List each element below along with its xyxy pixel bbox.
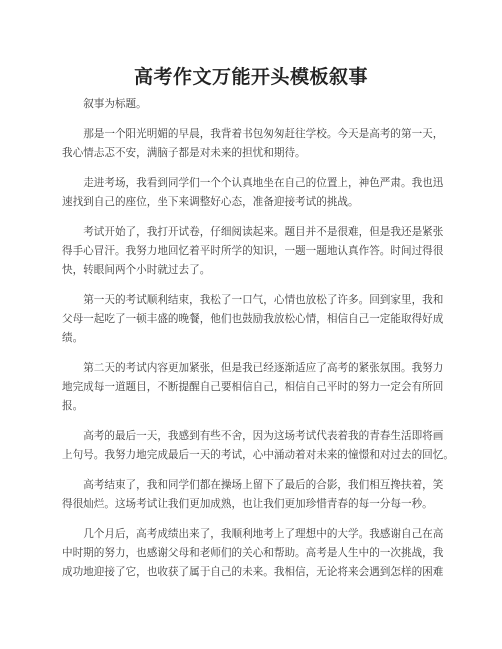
document-title: 高考作文万能开头模板叙事 [133, 66, 368, 88]
paragraph [62, 125, 442, 163]
paragraph [62, 174, 442, 212]
paragraph-line: 高考的最后一天，我感到有些不舍，因为这场考试代表着我的青春生活即将画 [83, 430, 444, 442]
document-body [62, 95, 454, 593]
paragraph-line: 第一天的考试顺利结束，我松了一口气，心情也放松了许多。回到家里，我和 [83, 294, 444, 306]
paragraph-line: 报。 [62, 400, 84, 412]
paragraph-line: 中时期的努力，也感谢父母和老师们的关心和帮助。高考是人生中的一次挑战，我 [62, 547, 444, 559]
paragraph [62, 359, 442, 416]
paragraph-line: 叙事为标题。 [83, 98, 147, 110]
paragraph-line: 得手心冒汗。我努力地回忆着平时所学的知识，一题一题地认真作答。时间过得很 [62, 245, 444, 257]
paragraph-line: 上句号。我努力地完成最后一天的考试，心中涌动着对未来的憧憬和对过去的回忆。 [62, 449, 454, 461]
paragraph-line: 那是一个阳光明媚的早晨，我背着书包匆匆赶往学校。今天是高考的第一天， [83, 128, 444, 140]
paragraph-line: 高考结束了，我和同学们都在操场上留下了最后的合影，我们相互搀扶着，笑 [83, 479, 444, 491]
paragraph-line: 考试开始了，我打开试卷，仔细阅读起来。题目并不是很难，但是我还是紧张 [83, 226, 444, 238]
paragraph [62, 525, 442, 582]
paragraph-line: 第二天的考试内容更加紧张，但是我已经逐渐适应了高考的紧张氛围。我努力 [83, 362, 444, 374]
paragraph-line: 我心情忐忑不安，满脑子都是对未来的担忧和期待。 [62, 147, 306, 159]
paragraph-line: 成功地迎接了它，也收获了属于自己的未来。我相信，无论将来会遇到怎样的困难 [62, 566, 444, 578]
paragraph [62, 291, 442, 348]
paragraph-line: 速找到自己的座位，坐下来调整好心态，准备迎接考试的挑战。 [62, 196, 359, 208]
paragraph [62, 95, 442, 114]
paragraph-line: 绩。 [62, 332, 84, 344]
paragraph [62, 223, 442, 280]
paragraph [62, 427, 454, 465]
paragraph-line: 得很灿烂。这场考试让我们更加成熟，也让我们更加珍惜青春的每一分每一秒。 [62, 498, 433, 510]
paragraph-line: 几个月后，高考成绩出来了，我顺利地考上了理想中的大学。我感谢自己在高 [83, 528, 444, 540]
paragraph-line: 地完成每一道题目，不断提醒自己要相信自己，相信自己平时的努力一定会有所回 [62, 381, 444, 393]
paragraph-line: 走进考场，我看到同学们一个个认真地坐在自己的位置上，神色严肃。我也迅 [83, 177, 444, 189]
paragraph [62, 476, 442, 514]
paragraph-line: 父母一起吃了一顿丰盛的晚餐，他们也鼓励我放松心情，相信自己一定能取得好成 [62, 313, 444, 325]
paragraph-line: 快，转眼间两个小时就过去了。 [62, 264, 211, 276]
